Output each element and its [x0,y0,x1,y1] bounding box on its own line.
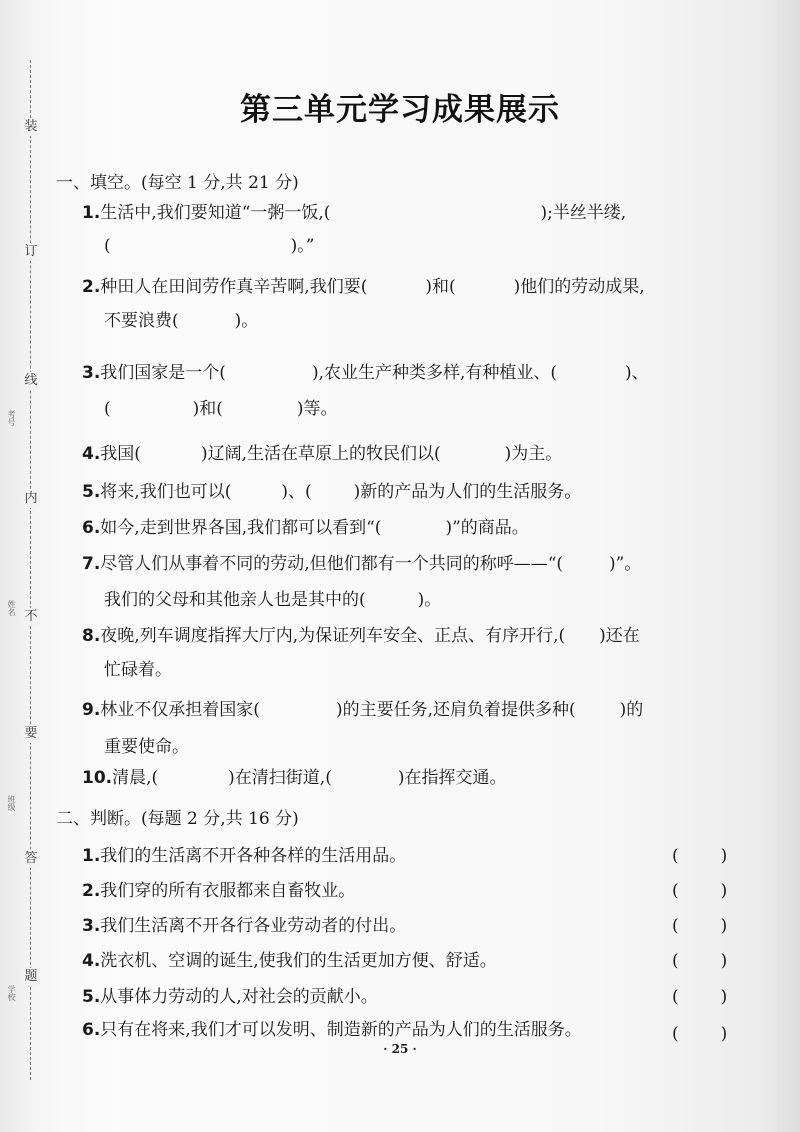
fill-item-9-line2 [104,734,189,760]
judge-item-3 [82,913,406,939]
close-paren: ) [720,987,728,1007]
item-text: )”的商品。 [445,518,529,538]
item-text: )在指挥交通。 [397,768,507,788]
item-text: 我们穿的所有衣服都来自畜牧业。 [100,881,356,901]
judge-item-2 [82,878,355,904]
item-text: )的主要任务,还肩负着提供多种( [335,700,576,720]
item-text: );半丝半缕, [540,203,627,223]
section-heading-true-false: 二、判断。(每题 2 分,共 16 分) [56,809,299,829]
binding-margin [0,0,42,1132]
item-text: )新的产品为人们的生活服务。 [353,482,582,502]
judge-item-4 [82,948,497,974]
open-paren: ( [672,1024,679,1044]
item-text: 种田人在田间劳作真辛苦啊,我们要( [100,277,368,297]
item-text: 我们生活离不开各行各业劳动者的付出。 [100,916,407,936]
open-paren: ( [672,951,679,971]
item-number: 1. [82,203,101,223]
item-number: 1. [82,846,101,866]
item-text: )辽阔,生活在草原上的牧民们以( [200,444,441,464]
fill-item-1-line2 [104,233,314,259]
judge-answer-box[interactable] [672,948,742,974]
open-paren: ( [672,916,679,936]
fill-item-6 [82,515,529,541]
item-text: )为主。 [504,444,563,464]
binding-word: 线 [22,372,40,390]
item-text: )、 [625,363,649,383]
item-number: 9. [82,700,101,720]
item-text: )等。 [296,399,338,419]
close-paren: ) [720,951,728,971]
item-number: 4. [82,951,101,971]
binding-label-name: 姓名 [7,600,16,616]
close-paren: ) [720,881,728,901]
item-text: 尽管人们从事着不同的劳动,但他们都有一个共同的称呼——“( [100,554,564,574]
item-text: )的 [619,700,644,720]
fill-item-5 [82,479,581,505]
item-text: )和( [192,399,223,419]
binding-word: 答 [22,850,40,868]
judge-answer-box[interactable] [672,984,742,1010]
item-text: 清晨,( [112,768,159,788]
fill-item-10 [82,765,506,791]
item-text: )他们的劳动成果, [513,277,645,297]
item-text: )。 [234,311,259,331]
item-text: 我们的生活离不开各种各样的生活用品。 [100,846,407,866]
close-paren: ) [720,916,728,936]
item-text: 只有在将来,我们才可以发明、制造新的产品为人们的生活服务。 [100,1020,582,1040]
item-text: )”。 [609,554,642,574]
judge-item-1 [82,843,406,869]
open-paren: ( [672,846,679,866]
item-text: 林业不仅承担着国家( [100,700,260,720]
item-text: 从事体力劳动的人,对社会的贡献小。 [100,987,378,1007]
close-paren: ) [720,1024,728,1044]
open-paren: ( [672,987,679,1007]
binding-word: 订 [22,243,40,261]
item-text: )还在 [599,626,640,646]
item-number: 4. [82,444,101,464]
item-text: 不要浪费( [104,311,179,331]
binding-dashed-line [30,60,31,1080]
item-number: 8. [82,626,101,646]
item-number: 2. [82,881,101,901]
binding-label-school: 学校 [7,985,16,1001]
fill-item-4 [82,441,562,467]
page-title: 第三单元学习成果展示 [240,92,560,128]
item-number: 5. [82,987,101,1007]
fill-item-9-line1 [82,697,643,723]
item-text: 我国( [100,444,141,464]
fill-item-7-line1 [82,551,641,577]
binding-word: 装 [22,118,40,136]
item-text: 生活中,我们要知道“一粥一饭,( [100,203,331,223]
fill-item-7-line2 [104,587,441,613]
fill-item-8-line2 [104,657,172,683]
fill-item-3-line1 [82,360,649,386]
binding-label-class: 班级 [7,795,16,811]
binding-word: 题 [22,968,40,986]
judge-answer-box[interactable] [672,913,742,939]
binding-word: 内 [22,490,40,508]
item-text: )和( [425,277,456,297]
judge-answer-box[interactable] [672,843,742,869]
item-text: ),农业生产种类多样,有种植业、( [311,363,558,383]
item-text: )、( [281,482,312,502]
item-text: 将来,我们也可以( [100,482,232,502]
item-text: 夜晚,列车调度指挥大厅内,为保证列车安全、正点、有序开行,( [100,626,566,646]
binding-label-exam-number: 考号 [7,410,16,426]
item-number: 5. [82,482,101,502]
binding-word: 不 [22,608,40,626]
item-number: 6. [82,518,101,538]
page-number: · 25 · [383,1042,417,1056]
item-number: 3. [82,363,101,383]
close-paren: ) [720,846,728,866]
item-text: 重要使命。 [104,737,189,757]
judge-answer-box[interactable] [672,878,742,904]
item-text: )。 [417,590,442,610]
item-number: 6. [82,1020,101,1040]
fill-item-3-line2 [104,396,338,422]
fill-item-2-line2 [104,308,258,334]
item-number: 7. [82,554,101,574]
item-text: )。” [290,236,315,256]
item-text: )在清扫街道,( [228,768,332,788]
judge-item-5 [82,984,378,1010]
item-text: ( [104,399,111,419]
binding-word: 要 [22,725,40,743]
judge-item-6 [82,1017,582,1043]
item-number: 10. [82,768,113,788]
item-number: 2. [82,277,101,297]
item-text: 忙碌着。 [104,660,172,680]
fill-item-2-line1 [82,274,645,300]
item-number: 3. [82,916,101,936]
item-text: 我们国家是一个( [100,363,226,383]
open-paren: ( [672,881,679,901]
item-text: 如今,走到世界各国,我们都可以看到“( [100,518,382,538]
fill-item-1-line1 [82,200,626,226]
section-heading-fill-in: 一、填空。(每空 1 分,共 21 分) [56,173,299,193]
fill-item-8-line1 [82,623,640,649]
item-text: 洗衣机、空调的诞生,使我们的生活更加方便、舒适。 [100,951,497,971]
item-text: 我们的父母和其他亲人也是其中的( [104,590,366,610]
item-text: ( [104,236,111,256]
